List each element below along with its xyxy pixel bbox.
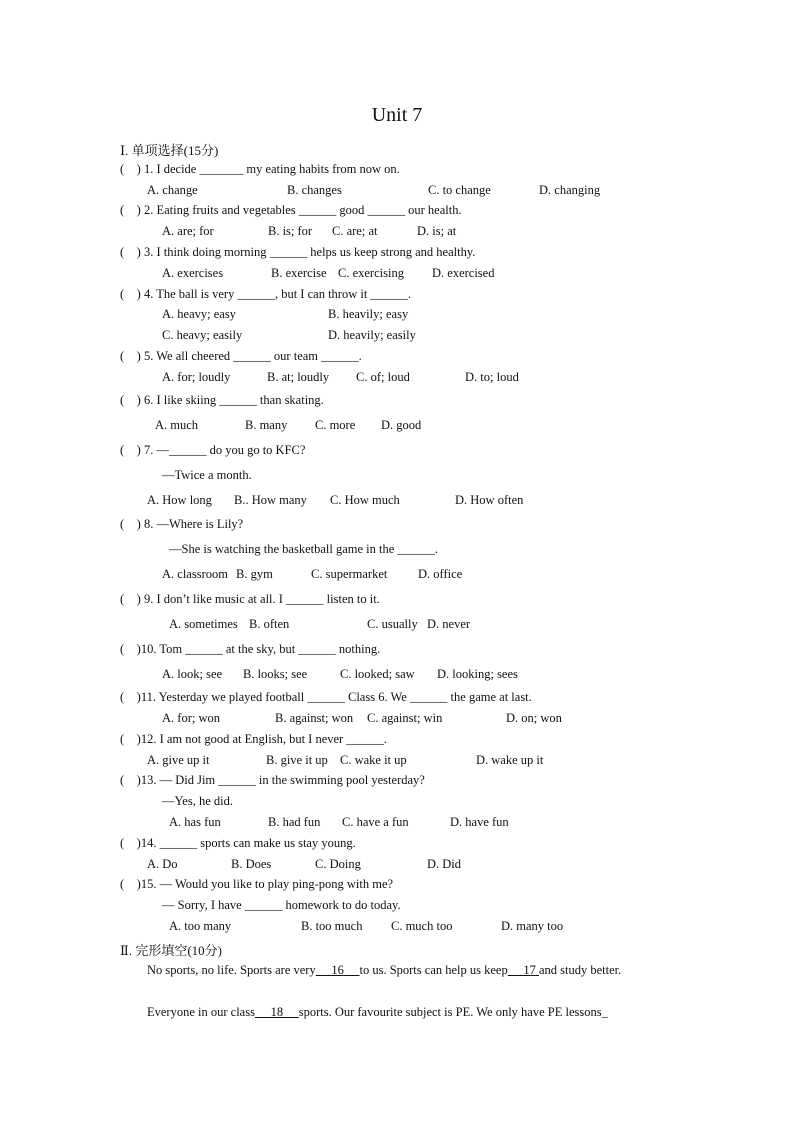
question-stem: Yesterday we played football ______ Class 6. We ______ the game at last. bbox=[158, 690, 532, 704]
answer-bracket[interactable]: ( ) 6. bbox=[120, 393, 157, 407]
option-d: D. many too bbox=[501, 919, 564, 933]
cloze-text: and study better. bbox=[538, 963, 622, 977]
question-15 bbox=[120, 877, 393, 892]
question-13 bbox=[120, 773, 425, 788]
option-a: A. heavy; easy bbox=[162, 307, 236, 321]
question-stem: I am not good at English, but I never ______. bbox=[159, 732, 387, 746]
cloze-blank-16[interactable]: 16 bbox=[331, 963, 344, 977]
question-7 bbox=[120, 443, 305, 458]
option-d: D. is; at bbox=[417, 224, 457, 238]
question-4 bbox=[120, 287, 411, 302]
option-c: C. are; at bbox=[332, 224, 378, 238]
dialogue-reply: —Twice a month. bbox=[162, 468, 252, 482]
question-stem: I think doing morning ______ helps us keep strong and healthy. bbox=[156, 245, 476, 259]
cloze-text: to us. Sports can help us keep bbox=[359, 963, 508, 977]
answer-bracket[interactable]: ( )15. bbox=[120, 877, 160, 891]
option-a: A. give up it bbox=[147, 753, 210, 767]
answer-bracket[interactable]: ( )10. bbox=[120, 642, 160, 656]
question-stem: —Where is Lily? bbox=[156, 517, 244, 531]
question-9 bbox=[120, 592, 380, 607]
option-a: A. classroom bbox=[162, 567, 228, 581]
dialogue-reply: — Sorry, I have ______ homework to do today. bbox=[162, 898, 401, 912]
option-c: C. more bbox=[315, 418, 356, 432]
answer-bracket[interactable]: ( )11. bbox=[120, 690, 159, 704]
option-d: D. wake up it bbox=[476, 753, 544, 767]
option-b: B. gym bbox=[236, 567, 273, 581]
answer-bracket[interactable]: ( ) 3. bbox=[120, 245, 157, 259]
option-c: C. of; loud bbox=[356, 370, 410, 384]
question-12 bbox=[120, 732, 387, 747]
answer-bracket[interactable]: ( ) 5. bbox=[120, 349, 157, 363]
answer-bracket[interactable]: ( )14. bbox=[120, 836, 160, 850]
option-c: C. How much bbox=[330, 493, 400, 507]
question-2 bbox=[120, 203, 462, 218]
option-d: D. heavily; easily bbox=[328, 328, 416, 342]
option-b: B. looks; see bbox=[243, 667, 308, 681]
cloze-blank-18[interactable]: 18 bbox=[270, 1005, 284, 1019]
option-b: B. exercise bbox=[271, 266, 327, 280]
option-a: A. change bbox=[147, 183, 198, 197]
question-8 bbox=[120, 517, 243, 532]
option-c: C. much too bbox=[391, 919, 453, 933]
option-a: A. How long bbox=[147, 493, 212, 507]
option-a: A. sometimes bbox=[169, 617, 238, 631]
question-10 bbox=[120, 642, 380, 657]
question-stem: — Would you like to play ping-pong with me? bbox=[159, 877, 394, 891]
option-a: A. are; for bbox=[162, 224, 214, 238]
cloze-text: No sports, no life. Sports are very bbox=[147, 963, 316, 977]
option-b: B. had fun bbox=[268, 815, 321, 829]
option-a: A. too many bbox=[169, 919, 232, 933]
option-b: B. many bbox=[245, 418, 288, 432]
cloze-paragraph-1 bbox=[120, 960, 680, 980]
answer-bracket[interactable]: ( ) 1. bbox=[120, 162, 157, 176]
option-d: D. How often bbox=[455, 493, 524, 507]
section-heading-single-choice: Ⅰ. 单项选择(15分) bbox=[120, 143, 219, 158]
option-a: A. Do bbox=[147, 857, 178, 871]
question-5 bbox=[120, 349, 362, 364]
option-c: C. against; win bbox=[367, 711, 443, 725]
question-3 bbox=[120, 245, 475, 260]
answer-bracket[interactable]: ( )12. bbox=[120, 732, 160, 746]
option-d: D. changing bbox=[539, 183, 601, 197]
section-heading-cloze: Ⅱ. 完形填空(10分) bbox=[120, 943, 222, 958]
option-c: C. looked; saw bbox=[340, 667, 415, 681]
option-b: B. changes bbox=[287, 183, 342, 197]
answer-bracket[interactable]: ( ) 9. bbox=[120, 592, 157, 606]
option-a: A. much bbox=[155, 418, 199, 432]
question-stem: —______ do you go to KFC? bbox=[156, 443, 306, 457]
option-a: A. for; won bbox=[162, 711, 220, 725]
cloze-blank-17[interactable]: 17 bbox=[523, 963, 536, 977]
option-c: C. heavy; easily bbox=[162, 328, 243, 342]
question-11 bbox=[120, 690, 532, 705]
answer-bracket[interactable]: ( ) 2. bbox=[120, 203, 157, 217]
question-stem: Eating fruits and vegetables ______ good ______ our health. bbox=[156, 203, 462, 217]
option-c: C. exercising bbox=[338, 266, 404, 280]
option-b: B.. How many bbox=[234, 493, 307, 507]
question-stem: I like skiing ______ than skating. bbox=[156, 393, 324, 407]
option-a: A. has fun bbox=[169, 815, 221, 829]
question-stem: We all cheered ______ our team ______. bbox=[156, 349, 362, 363]
option-d: D. Did bbox=[427, 857, 462, 871]
option-a: A. exercises bbox=[162, 266, 224, 280]
option-d: D. never bbox=[427, 617, 471, 631]
question-1 bbox=[120, 162, 400, 177]
question-14 bbox=[120, 836, 356, 851]
answer-bracket[interactable]: ( )13. bbox=[120, 773, 160, 787]
option-a: A. for; loudly bbox=[162, 370, 231, 384]
option-c: C. Doing bbox=[315, 857, 361, 871]
dialogue-reply: —Yes, he did. bbox=[162, 794, 233, 808]
option-d: D. on; won bbox=[506, 711, 562, 725]
option-b: B. too much bbox=[301, 919, 363, 933]
question-stem: Tom ______ at the sky, but ______ nothing. bbox=[159, 642, 381, 656]
option-b: B. Does bbox=[231, 857, 272, 871]
option-c: C. wake it up bbox=[340, 753, 407, 767]
question-stem: — Did Jim ______ in the swimming pool yesterday? bbox=[159, 773, 425, 787]
option-d: D. office bbox=[418, 567, 463, 581]
option-b: B. give it up bbox=[266, 753, 328, 767]
option-c: C. usually bbox=[367, 617, 418, 631]
cloze-text: sports. Our favourite subject is PE. We only have PE lessons_ bbox=[298, 1005, 608, 1019]
option-d: D. to; loud bbox=[465, 370, 519, 384]
cloze-text: Everyone in our class bbox=[147, 1005, 255, 1019]
option-b: B. is; for bbox=[268, 224, 313, 238]
option-c: C. to change bbox=[428, 183, 491, 197]
option-b: B. at; loudly bbox=[267, 370, 330, 384]
question-stem: I don’t like music at all. I ______ listen to it. bbox=[156, 592, 380, 606]
question-stem: I decide _______ my eating habits from now on. bbox=[156, 162, 400, 176]
page-title: Unit 7 bbox=[371, 104, 423, 126]
option-d: D. have fun bbox=[450, 815, 509, 829]
answer-bracket[interactable]: ( ) 8. bbox=[120, 517, 157, 531]
question-stem: ______ sports can make us stay young. bbox=[159, 836, 356, 850]
option-b: B. often bbox=[249, 617, 290, 631]
dialogue-reply: —She is watching the basketball game in the ______. bbox=[169, 542, 439, 556]
option-d: D. good bbox=[381, 418, 422, 432]
answer-bracket[interactable]: ( ) 7. bbox=[120, 443, 157, 457]
option-a: A. look; see bbox=[162, 667, 223, 681]
option-c: C. have a fun bbox=[342, 815, 409, 829]
question-6 bbox=[120, 393, 324, 408]
answer-bracket[interactable]: ( ) 4. bbox=[120, 287, 157, 301]
option-d: D. exercised bbox=[432, 266, 495, 280]
option-b: B. heavily; easy bbox=[328, 307, 409, 321]
question-stem: The ball is very ______, but I can throw it ______. bbox=[156, 287, 412, 301]
option-d: D. looking; sees bbox=[437, 667, 518, 681]
option-b: B. against; won bbox=[275, 711, 354, 725]
cloze-paragraph-2 bbox=[120, 1002, 680, 1022]
option-c: C. supermarket bbox=[311, 567, 388, 581]
